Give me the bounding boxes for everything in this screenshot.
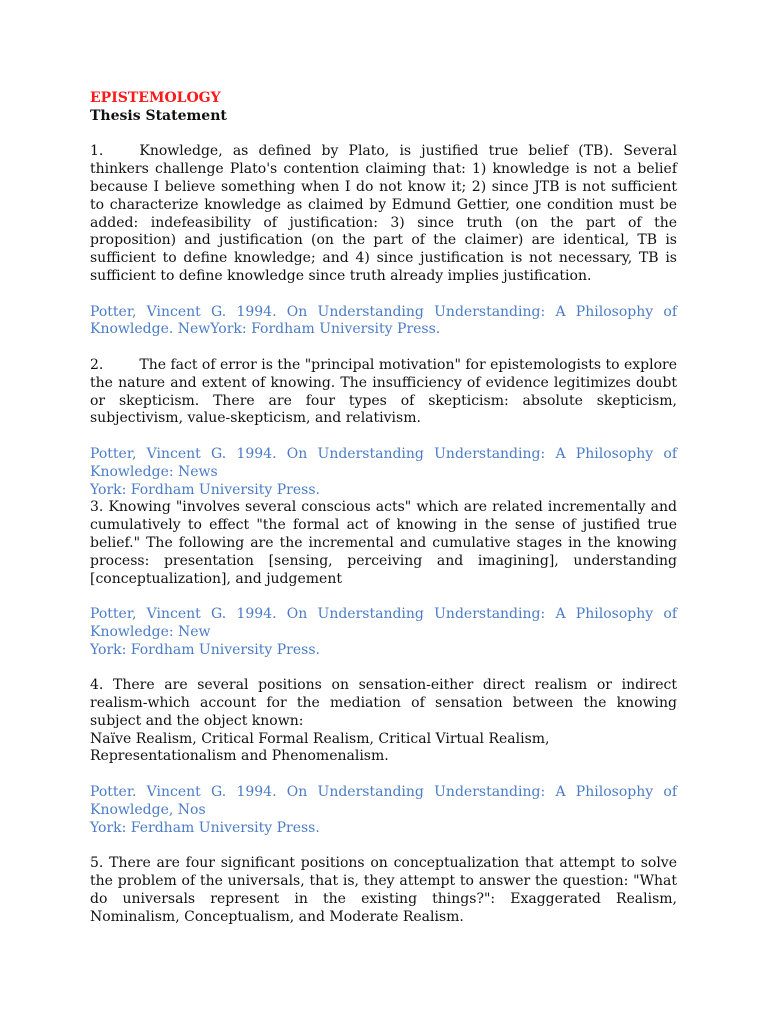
citation-line: Potter, Vincent G. 1994. On Understanding Understanding: A Philosophy of Knowledge: New — [90, 606, 677, 640]
list-line: Representationalism and Phenomenalism. — [90, 748, 389, 765]
paragraph-text: Knowledge, as defined by Plato, is justified true belief (TB). Several thinkers challenge Plato's contention claiming that: 1) knowledge is not a belief because I believe something when I do not know it; 2) since JTB is not sufficient to characterize knowledge as claimed by Edmund Gettier, one condition must be added: indefeasibility of justification: 3) since truth (on the part of the proposition) and justification (on the part of the claimer) are identical, TB is sufficient to define knowledge; and 4) since justification is not necessary, TB is sufficient to define knowledge since truth already implies justification. — [90, 143, 677, 284]
paragraph-1 — [90, 143, 677, 285]
document-title: EPISTEMOLOGY — [90, 90, 221, 106]
citation-line: York: Fordham University Press. — [90, 481, 320, 498]
citation-line: York: Ferdham University Press. — [90, 819, 320, 836]
document-subtitle: Thesis Statement — [90, 107, 227, 124]
paragraph-4 — [90, 677, 677, 730]
document-page — [90, 90, 677, 926]
paragraph-number: 5. — [90, 855, 104, 872]
citation-line: Potter, Vincent G. 1994. On Understanding Understanding: A Philosophy of Knowledge: News — [90, 445, 677, 480]
citation-line: Potter, Vincent G. 1994. On Understanding Understanding: A Philosophy of Knowledge. NewYork: Fordham University Press. — [90, 303, 677, 338]
positions-list — [90, 731, 677, 767]
paragraph-text: The fact of error is the "principal motivation" for epistemologists to explore the nature and extent of knowing. The insufficiency of evidence legitimizes doubt or skepticism. There are four types of skepticism: absolute skepticism, subjectivism, value-skepticism, and relativism. — [90, 356, 677, 427]
paragraph-3 — [90, 499, 677, 588]
list-line: Naïve Realism, Critical Formal Realism, Critical Virtual Realism, — [90, 730, 550, 747]
citation-3 — [90, 606, 677, 659]
paragraph-number: 1. — [90, 143, 104, 160]
citation-4 — [90, 784, 677, 837]
paragraph-2 — [90, 357, 677, 428]
paragraph-text: There are four significant positions on conceptualization that attempt to solve the problem of the universals, that is, they attempt to answer the question: "What do universals represent in the existing things?": Exaggerated Realism, Nominalism, Conceptualism, and Moderate Realism. — [90, 855, 677, 925]
citation-1 — [90, 304, 677, 340]
paragraph-text: Knowing "involves several conscious acts" which are related incrementally and cumulatively to effect "the formal act of knowing in the sense of justified true belief." The following are the incremental and cumulative stages in the knowing process: presentation [sensing, perceiving and imagining], understanding [conceptualization], and judgement — [90, 499, 677, 587]
paragraph-5 — [90, 855, 677, 926]
citation-line: York: Fordham University Press. — [90, 641, 320, 658]
paragraph-number: 2. — [90, 356, 104, 373]
citation-2 — [90, 446, 677, 499]
paragraph-number: 3. — [90, 499, 104, 516]
paragraph-text: There are several positions on sensation-either direct realism or indirect realism-which account for the mediation of sensation between the knowing subject and the object known: — [90, 677, 677, 729]
paragraph-number: 4. — [90, 677, 104, 694]
citation-line: Potter. Vincent G. 1994. On Understanding Understanding: A Philosophy of Knowledge, Nos — [90, 784, 677, 818]
